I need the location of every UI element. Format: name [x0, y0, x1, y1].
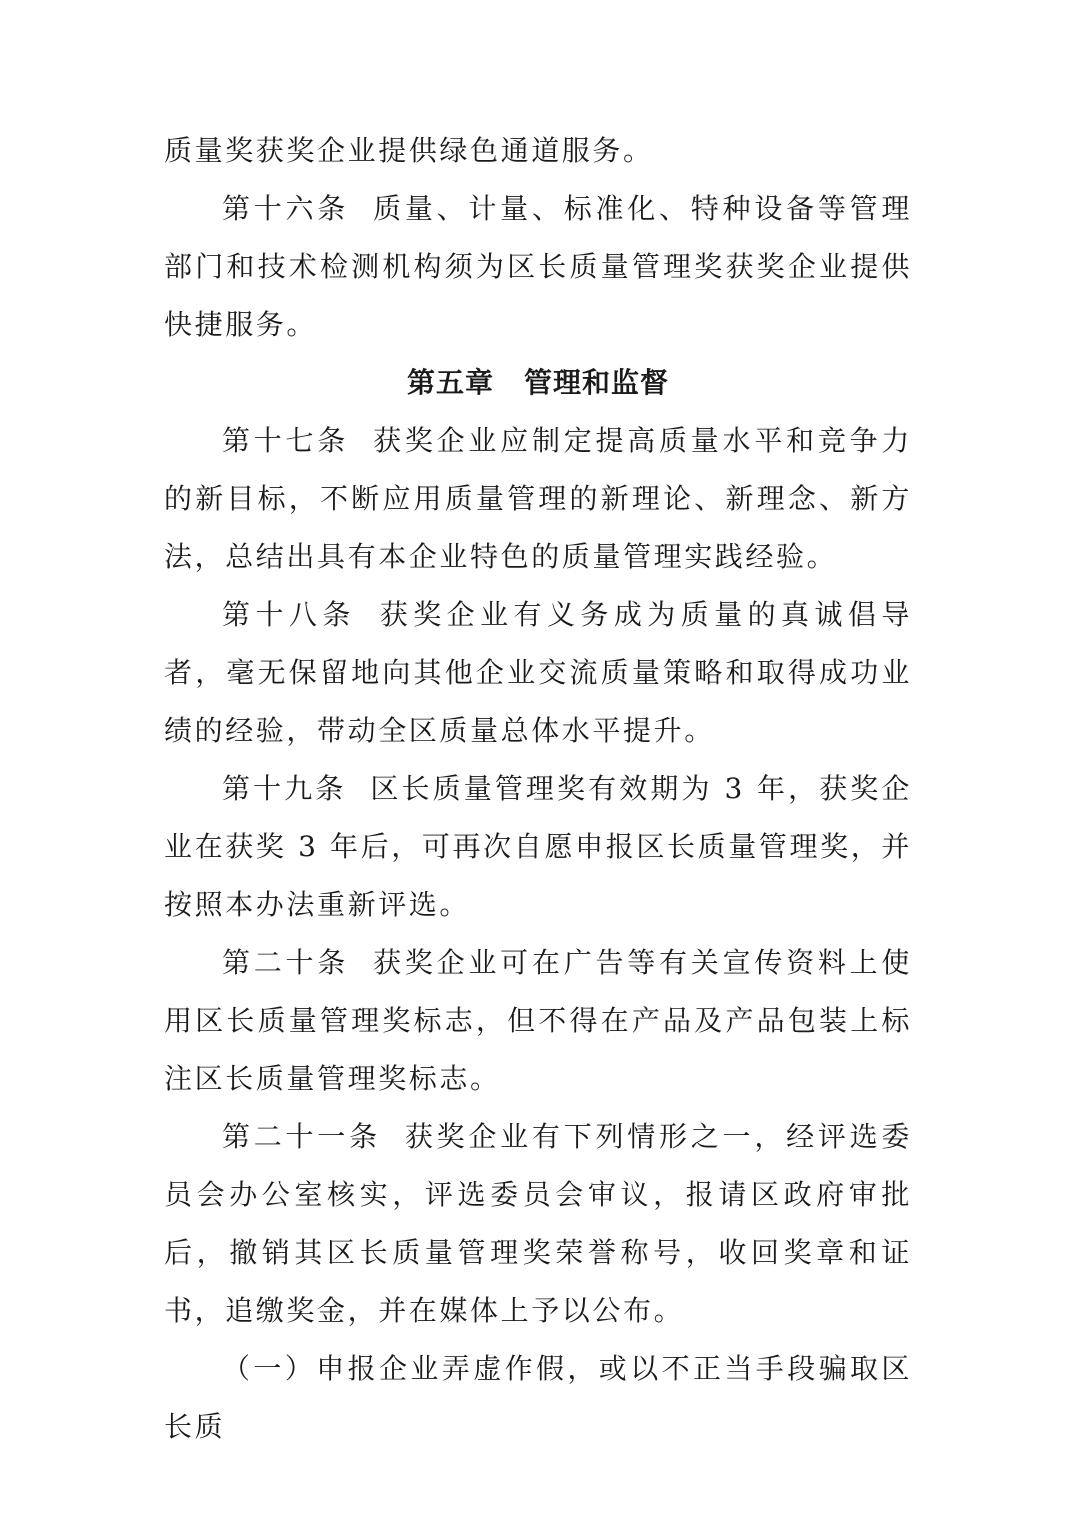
paragraph-text: 质量奖获奖企业提供绿色通道服务。	[164, 134, 654, 167]
article-text: 质量、计量、标准化、特种设备等管理部门和技术检测机构须为区长质量管理奖获奖企业提供快捷服务。	[164, 192, 913, 341]
chapter-name: 管理和监督	[524, 366, 670, 399]
article-17	[164, 412, 912, 586]
document-body	[164, 122, 912, 1456]
article-text: 获奖企业有下列情形之一，经评选委员会办公室核实，评选委员会审议，报请区政府审批后，撤销其区长质量管理奖荣誉称号，收回奖章和证书，追缴奖金，并在媒体上予以公布。	[164, 1120, 912, 1327]
article-20	[164, 934, 912, 1108]
article-18	[164, 586, 912, 760]
article-number: 第十七条	[222, 424, 350, 457]
article-number: 第二十条	[222, 946, 350, 979]
article-text: 获奖企业可在广告等有关宣传资料上使用区长质量管理奖标志，但不得在产品及产品包装上标注区长质量管理奖标志。	[164, 946, 913, 1095]
article-21	[164, 1108, 912, 1340]
article-text: 获奖企业应制定提高质量水平和竞争力的新目标，不断应用质量管理的新理论、新理念、新方法，总结出具有本企业特色的质量管理实践经验。	[164, 424, 913, 573]
list-item-text: （一）申报企业弄虚作假，或以不正当手段骗取区长质	[164, 1352, 912, 1443]
article-number: 第二十一条	[222, 1120, 381, 1153]
list-item-1	[164, 1340, 912, 1456]
paragraph-continuation	[164, 122, 912, 180]
article-number: 第十八条	[222, 598, 356, 631]
article-text: 获奖企业有义务成为质量的真诚倡导者，毫无保留地向其他企业交流质量策略和取得成功业绩的经验，带动全区质量总体水平提升。	[164, 598, 912, 747]
article-16	[164, 180, 912, 354]
article-number: 第十六条	[222, 192, 350, 225]
chapter-heading	[164, 354, 912, 412]
article-text: 区长质量管理奖有效期为 3 年，获奖企业在获奖 3 年后，可再次自愿申报区长质量管理奖，并按照本办法重新评选。	[164, 772, 912, 921]
article-19	[164, 760, 912, 934]
chapter-number: 第五章	[406, 366, 494, 399]
article-number: 第十九条	[222, 772, 347, 805]
